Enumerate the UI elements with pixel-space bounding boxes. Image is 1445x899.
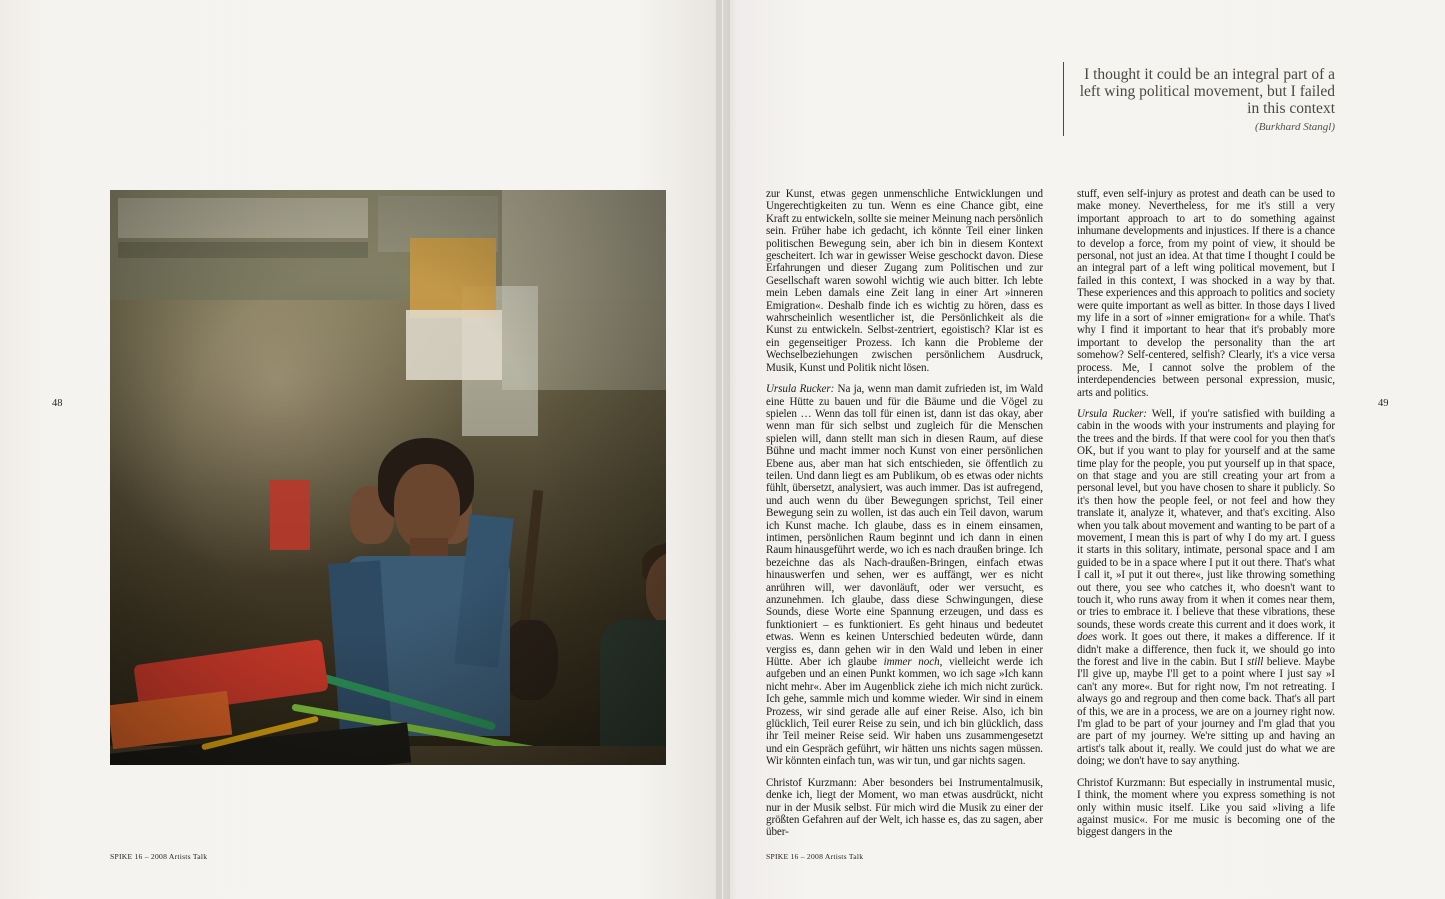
paragraph: Ursula Rucker: Na ja, wenn man damit zufrieden ist, im Wald eine Hütte zu bauen und für die Bäume und die Vögel zu spielen … Wenn das toll für einen ist, dann ist das okay, aber wenn man für sich selbst und zugleich für die Menschen spielen will, dann stellt man sich in diesen Raum, auf diese Bühne und macht immer noch Kunst von einer persönlichen Ebene aus, aber man hat sich entschieden, sie öffentlich zu teilen. Und dann liegt es am Publikum, ob es etwas oder nichts fühlt, übersetzt, analysiert, was auch immer. Das ist aufregend, und auch wenn du über Bewegungen sprichst, Teil einer Bewegung sein zu wollen, ist das auch ein Teil davon, warum ich Kunst mache. Ich glaube, dass es in einem einsamen, intimen, persönlichen Raum beginnt und ich dann in einen Raum hinausgeführt werde, wo ich es nach draußen bringe. Ich bezeichne das als Nach-draußen-Bringen, einfach etwas hinauswerfen und sehen, wer es auffängt, wer es nicht anrühren will, wer davonläuft, oder wer versucht, es anzunehmen. Ich glaube, dass diese Schwingungen, diese Sounds, diese Worte eine Spannung erzeugen, und dass es funktioniert – es funktioniert. Es geht hinaus und bedeutet etwas. Wenn es keinen Unterschied bedeuten würde, dann vergiss es, dann gehen wir in den Wald und leben in einer Hütte. Aber ich glaube immer noch, vielleicht werde ich aufgeben und an einen Punkt kommen, wo ich sage »Ich kann nicht mehr«. Aber im Augenblick ziehe ich mich nicht zurück. Ich gehe, sammle mich und komme wieder. Wir sind in einem Prozess, wir sind gerade alle auf einer Reise. Also, ich bin glücklich, Teil eurer Reise zu sein, und ich bin glücklich, dass ihr Teil meiner Reise seid. Wir haben uns zusammengesetzt und ein Gespräch geführt, wir hätten uns nichts sagen müssen. Wir könnten einfach tun, was wir tun, und gar nichts sagen. [766,383,1044,768]
page-gutter-shadow [716,0,730,899]
paragraph: zur Kunst, etwas gegen unmenschliche Entwicklungen und Ungerechtigkeiten zu tun. Wenn es eine Chance gibt, eine Kraft zu entwickeln, sollte sie meiner Meinung nach persönlich sein. Früher habe ich gedacht, ich könnte Teil einer linken politischen Bewegung sein, aber ich bin in diesem Kontext gescheitert. Ich war in gewisser Weise geschockt davon. Diese Erfahrungen und dieser Zugang zum Politischen und zur Gesellschaft waren sowohl wichtig wie auch bitter. Ich lebte mein Leben damals eine Zeit lang in einer Art »inneren Emigration«. Deshalb finde ich es wichtig zu hören, dass es wahrscheinlich wesentlicher ist, die Persönlichkeit als die Kunst zu entwickeln. Selbst-zentriert, egoistisch? Klar ist es ein gegenseitiger Prozess. Ich kann die Probleme der Wechselbeziehungen zwischen persönlichem Ausdruck, Musik, Kunst und Politik nicht lösen. [766,188,1043,374]
paragraph: stuff, even self-injury as protest and death can be used to make money. Nevertheless, for me it's still a very important approach to art to do something against inhumane developments and injustices. If there is a chance to develop a force, from my point of view, it should be personal, not just an idea. At that time I thought I could be an integral part of a left wing political movement, but I failed in this context, I was shocked in a way by that. These experiences and this approach to politics and society were quite important as well as bitter. In those days I lived my life in a sort of »inner emigration« for a while. That's why I find it important to hear that it's probably more important to develop the personality than the art somehow? Self-centered, selfish? Clearly, it's a vice versa process. Me, I cannot solve the problem of the interdependencies between personal expression, music, arts and politics. [1077,188,1335,399]
photo-image [110,190,666,765]
page-number-right: 49 [1378,398,1389,409]
studio-photograph [110,190,666,765]
running-footer-left: SPIKE 16 – 2008 Artists Talk [110,852,208,861]
column-german [766,188,1043,839]
running-footer-right: SPIKE 16 – 2008 Artists Talk [766,852,864,861]
column-english [1077,188,1335,839]
paragraph: Christof Kurzmann: Aber besonders bei Instrumentalmusik, denke ich, liegt der Moment, wo man etwas ausdrückt, nicht nur in der Musik selbst. Für mich wird die Musik zu einer der größten Gefahren auf der Welt, ich hasse es, das zu sagen, aber über- [766,776,1043,839]
pull-quote-rule [1063,62,1064,136]
paragraph: Christof Kurzmann: But especially in instrumental music, I think, the moment where you express something is not only within music itself. Like you said »living a life against music«. For me music is becoming one of the biggest dangers in the [1077,776,1335,839]
pull-quote-attribution: (Burkhard Stangl) [1255,120,1335,133]
photo-vignette [110,190,666,765]
pull-quote-text: I thought it could be an integral part of a left wing political movement, but I failed in this context [1079,66,1335,118]
page-number-left: 48 [52,398,63,409]
paragraph: Ursula Rucker: Well, if you're satisfied with building a cabin in the woods with your instruments and playing for the trees and the birds. If that were cool for you then that's OK, but if you want to play for yourself and at the same time play for the people, you put yourself up in that space, on that stage and you are still creating your art from a personal level, but you have chosen to share it publicly. So it's then how the people feel, or not feel and how they translate it, analyze it, whatever, and that's exciting. Also when you talk about movement and wanting to be part of a movement, I mean this is part of why I do my art. I guess it starts in this solitary, intimate, personal space and I am guided to be in a space where I put it out there. That's what I call it, »I put it out there«, just like throwing something out there, you see who catches it, who doesn't want to touch it, who runs away from it when it comes near them, or tries to embrace it. I believe that these vibrations, these sounds, these words create this current and it does work, it does work. It goes out there, it makes a difference. If it didn't make a difference, then fuck it, we should go into the forest and live in the cabin. But I still believe. Maybe I'll give up, maybe I'll get to a point where I just say »I can't any more«. But for right now, I'm not retreating. I always go and regroup and then come back. That's all part of this, we are in a process, we are on a journey right now. I'm glad to be part of your journey and I'm glad that you are part of my journey. We're sitting up and having an artist's talk about it, really. We could just do what we are doing; we don't have to say anything. [1077,407,1335,768]
pull-quote [1077,66,1335,134]
